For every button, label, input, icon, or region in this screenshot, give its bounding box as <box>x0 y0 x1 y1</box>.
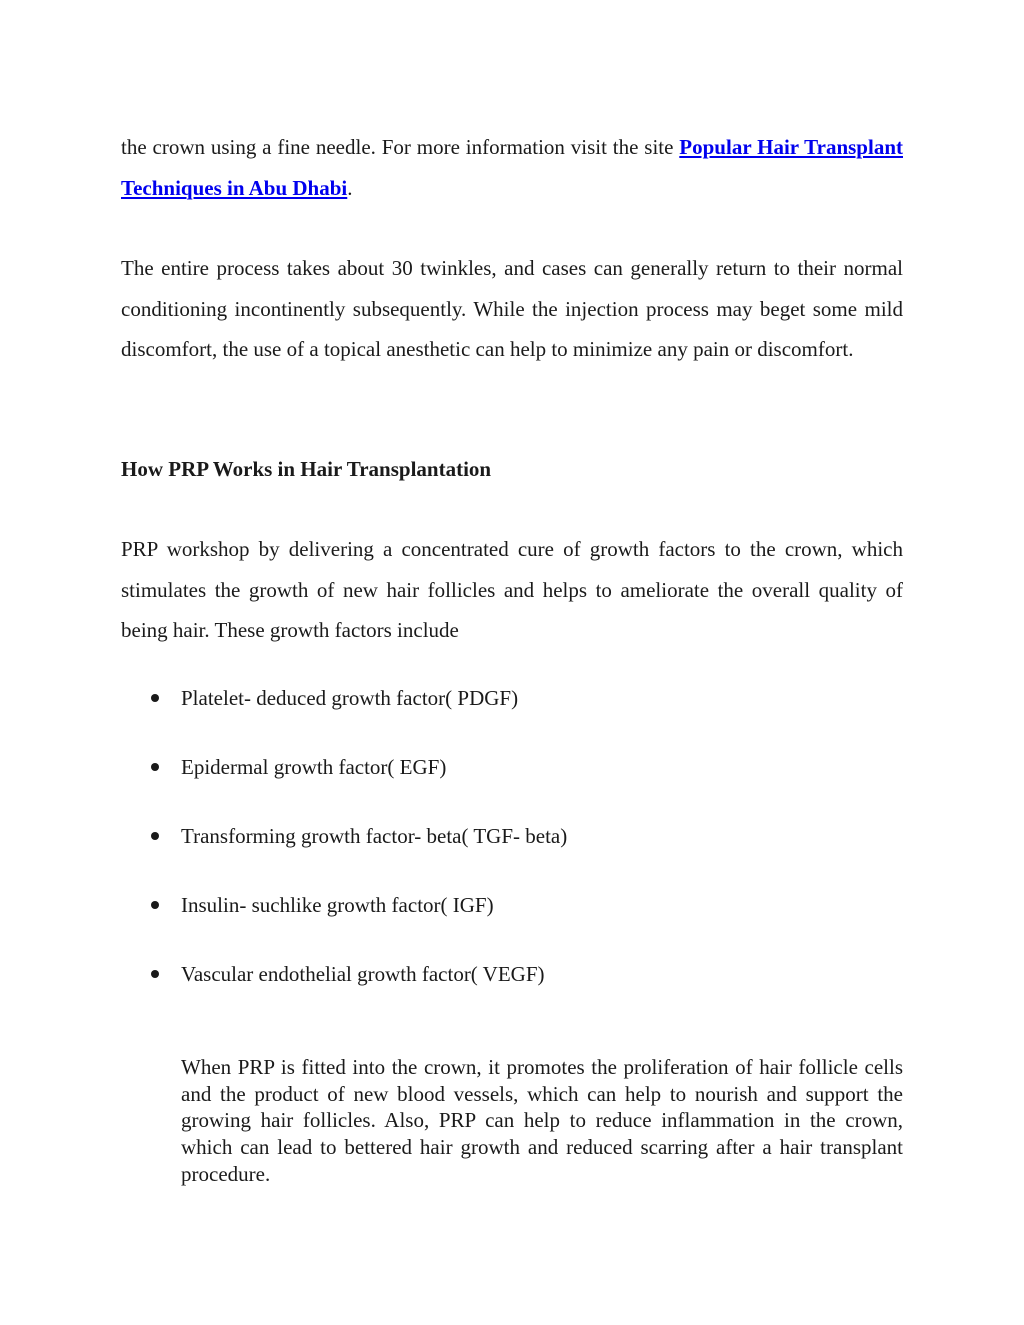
intro-period: . <box>347 175 353 200</box>
abu-dhabi-techniques-link[interactable]: Popular Hair Transplant Techniques in Abu Dhabi <box>121 135 903 200</box>
bullet-icon <box>151 763 159 771</box>
process-paragraph: The entire process takes about 30 twinkles, and cases can generally return to their normal conditioning incontinently subsequently. While the injection process may beget some mild discomfort, the use of a topical anesthetic can help to minimize any pain or discomfort. <box>121 256 903 361</box>
list-item <box>121 814 903 883</box>
list-item <box>121 883 903 952</box>
list-item-text: Vascular endothelial growth factor( VEGF) <box>181 962 545 986</box>
growth-factor-list <box>121 676 903 1021</box>
bullet-icon <box>151 694 159 702</box>
intro-paragraph <box>121 127 903 208</box>
intro-text: the crown using a fine needle. For more information visit the site <box>121 135 680 159</box>
list-item-text: Transforming growth factor- beta( TGF- beta) <box>181 824 568 848</box>
prp-works-paragraph: PRP workshop by delivering a concentrated cure of growth factors to the crown, which stimulates the growth of new hair follicles and helps to ameliorate the overall quality of being hair. These growth factors include <box>121 537 903 642</box>
prp-effects-paragraph: When PRP is fitted into the crown, it promotes the proliferation of hair follicle cells and the product of new blood vessels, which can help to nourish and support the growing hair follicles. Also, PRP can help to reduce inflammation in the crown, which can lead to bettered hair growth and reduced scarring after a hair transplant procedure. <box>181 1055 903 1186</box>
list-item <box>121 745 903 814</box>
list-item-text: Epidermal growth factor( EGF) <box>181 755 447 779</box>
list-item <box>121 676 903 745</box>
section-heading: How PRP Works in Hair Transplantation <box>121 457 492 481</box>
bullet-icon <box>151 832 159 840</box>
list-item-text: Platelet- deduced growth factor( PDGF) <box>181 686 519 710</box>
list-item-text: Insulin- suchlike growth factor( IGF) <box>181 893 494 917</box>
bullet-icon <box>151 970 159 978</box>
list-item <box>121 952 903 1021</box>
bullet-icon <box>151 901 159 909</box>
